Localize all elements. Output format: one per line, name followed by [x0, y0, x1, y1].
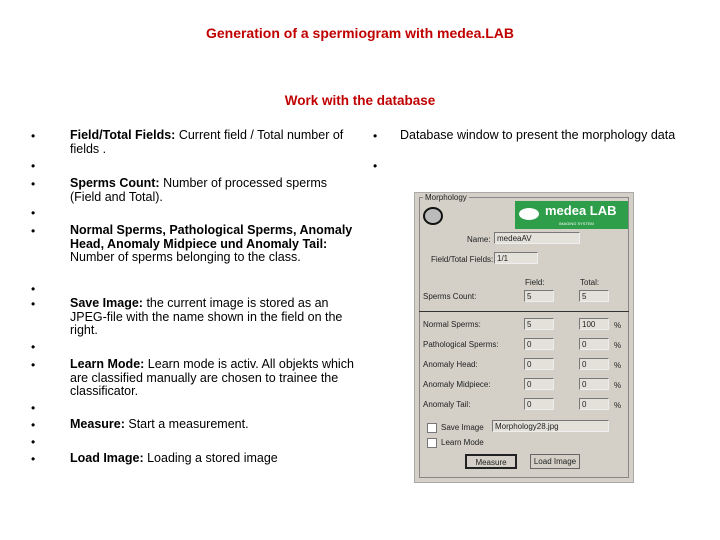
learn-mode-checkbox[interactable] [427, 438, 437, 448]
bullet: • [31, 159, 36, 173]
row-percent: % [614, 361, 622, 370]
list-item [70, 177, 355, 204]
row-percent: % [614, 341, 622, 350]
bullet: • [31, 297, 36, 311]
row-field-value[interactable]: 0 [524, 398, 554, 410]
fields-label: Field/Total Fields: [431, 255, 494, 264]
list-item [70, 297, 355, 338]
eye-icon [519, 208, 539, 220]
item-term: Normal Sperms, Pathological Sperms, Anomaly Head, Anomaly Midpiece und Anomaly Tail: [70, 223, 353, 251]
row-total-value[interactable]: 0 [579, 398, 609, 410]
item-term: Load Image: [70, 451, 144, 465]
bullet: • [31, 177, 36, 191]
row-field-value[interactable]: 5 [524, 318, 554, 330]
bullet: • [31, 401, 36, 415]
name-field[interactable]: medeaAV [494, 232, 580, 244]
list-item [70, 129, 355, 156]
row-label: Anomaly Head: [423, 360, 478, 369]
col-field: Field: [525, 278, 545, 287]
save-file-field[interactable]: Morphology28.jpg [492, 420, 609, 432]
row-total-value[interactable]: 0 [579, 338, 609, 350]
item-text: Loading a stored image [143, 451, 278, 465]
row-total-value[interactable]: 0 [579, 358, 609, 370]
list-item [70, 224, 355, 265]
bullet: • [31, 206, 36, 220]
row-field-value[interactable]: 0 [524, 358, 554, 370]
row-label: Normal Sperms: [423, 320, 481, 329]
list-item [70, 452, 355, 466]
bullet: • [373, 159, 378, 173]
row-field-value[interactable]: 5 [524, 290, 554, 302]
row-total-value[interactable]: 100 [579, 318, 609, 330]
item-term: Measure: [70, 417, 125, 431]
bullet: • [31, 224, 36, 238]
page-title: Generation of a spermiogram with medea.LAB [205, 25, 515, 41]
row-label: Sperms Count: [423, 292, 477, 301]
item-text: Number of sperms belonging to the class. [70, 250, 301, 264]
item-text: Current field / Total number of fields . [70, 128, 344, 156]
measure-button[interactable]: Measure [465, 454, 517, 469]
bullet: • [31, 358, 36, 372]
morphology-window [414, 192, 634, 483]
bullet: • [31, 418, 36, 432]
row-label: Anomaly Tail: [423, 400, 471, 409]
bullet: • [31, 452, 36, 466]
save-image-checkbox[interactable] [427, 423, 437, 433]
bullet: • [373, 129, 378, 143]
row-percent: % [614, 401, 622, 410]
sperm-icon [423, 207, 443, 225]
row-label: Pathological Sperms: [423, 340, 499, 349]
item-term: Sperms Count: [70, 176, 160, 190]
item-term: Learn Mode: [70, 357, 145, 371]
item-term: Field/Total Fields: [70, 128, 176, 142]
col-total: Total: [580, 278, 600, 287]
bullet: • [31, 435, 36, 449]
item-term: Save Image: [70, 296, 143, 310]
medealab-logo [515, 201, 628, 229]
logo-subtitle: IMAGING SYSTEM [559, 221, 594, 226]
fields-field[interactable]: 1/1 [494, 252, 538, 264]
row-field-value[interactable]: 0 [524, 338, 554, 350]
list-item [70, 418, 355, 432]
row-label: Anomaly Midpiece: [423, 380, 491, 389]
row-field-value[interactable]: 0 [524, 378, 554, 390]
logo-text: medea LAB [545, 203, 617, 218]
row-percent: % [614, 381, 622, 390]
bullet: • [31, 282, 36, 296]
bullet: • [31, 340, 36, 354]
item-text: Number of processed sperms (Field and Total). [70, 176, 328, 204]
row-percent: % [614, 321, 622, 330]
load-image-button[interactable]: Load Image [530, 454, 580, 469]
section-title: Work with the database [284, 93, 436, 108]
name-label: Name: [467, 235, 491, 244]
bullet: • [31, 129, 36, 143]
right-item: Database window to present the morphology data [400, 128, 676, 142]
learn-mode-label: Learn Mode [441, 438, 484, 447]
row-total-value[interactable]: 5 [579, 290, 609, 302]
save-image-label: Save Image [441, 423, 484, 432]
list-item [70, 358, 355, 399]
item-text: the current image is stored as an JPEG-file with the name shown in the field on the right. [70, 296, 343, 337]
group-label: Morphology [425, 193, 467, 202]
item-text: Learn mode is activ. All objekts which are classified manually are chosen to trainee the classificator. [70, 357, 354, 398]
item-text: Start a measurement. [124, 417, 249, 431]
row-total-value[interactable]: 0 [579, 378, 609, 390]
